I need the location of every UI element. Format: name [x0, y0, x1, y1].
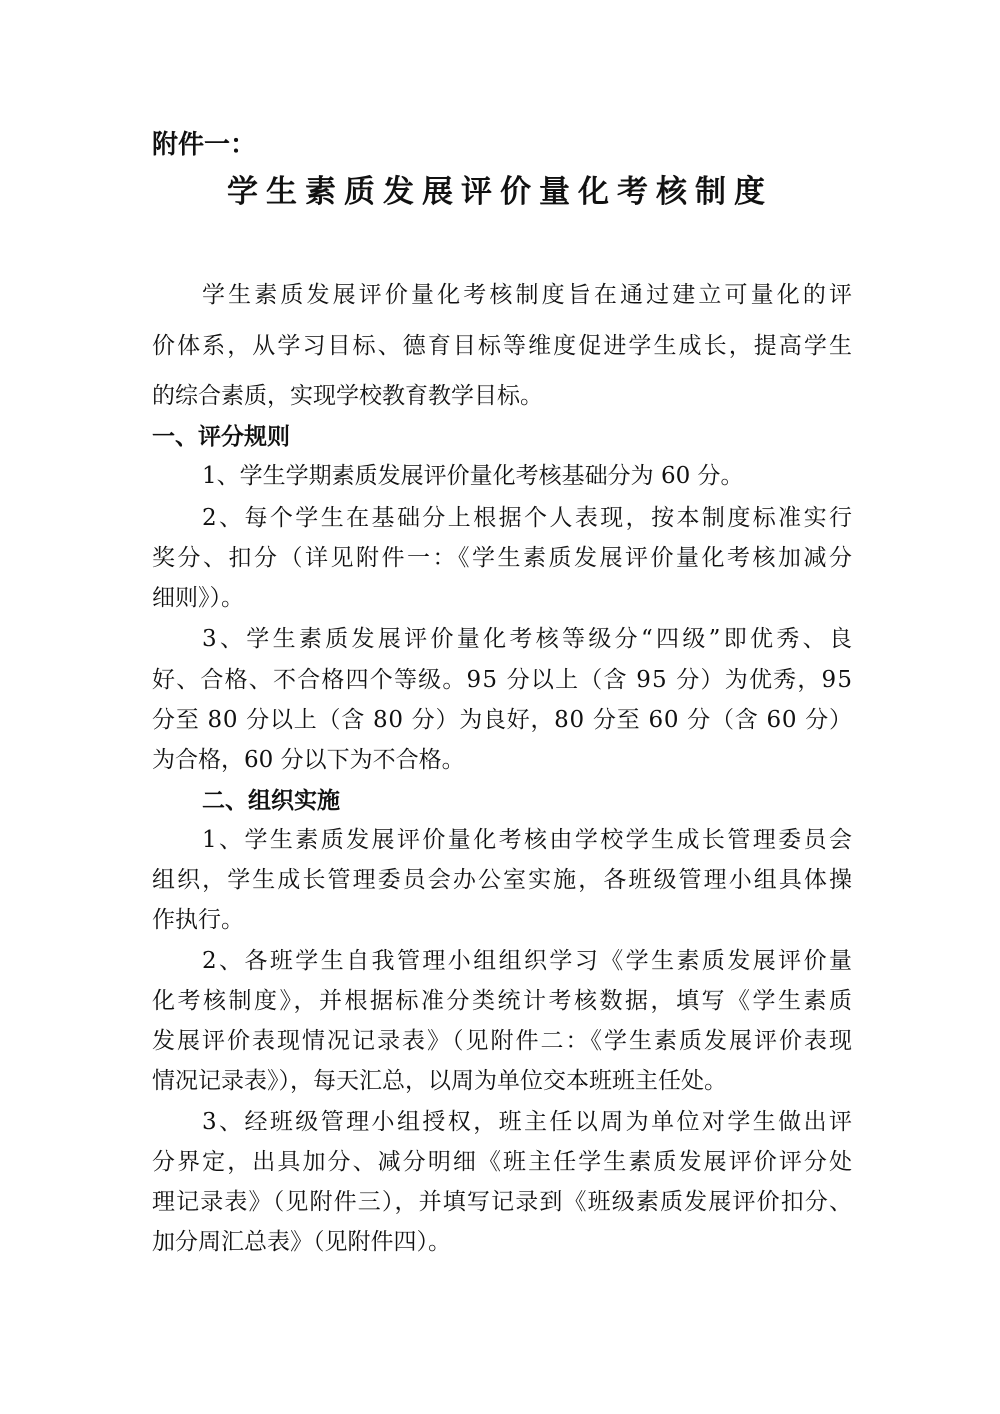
paragraph-line: 细则》）。: [152, 585, 244, 611]
section-heading: 一、评分规则: [152, 424, 290, 450]
paragraph-line: 2、各班学生自我管理小组组织学习《学生素质发展评价量: [202, 948, 855, 974]
paragraph-line: 的综合素质，实现学校教育教学目标。: [152, 383, 543, 409]
paragraph-line: 2、每个学生在基础分上根据个人表现，按本制度标准实行: [202, 505, 855, 531]
paragraph-line: 为合格，60 分以下为不合格。: [152, 747, 465, 773]
paragraph-line: 化考核制度》，并根据标准分类统计考核数据，填写《学生素质: [152, 988, 855, 1014]
paragraph-line: 1、学生学期素质发展评价量化考核基础分为 60 分。: [202, 463, 744, 489]
paragraph-line: 学生素质发展评价量化考核制度旨在通过建立可量化的评: [202, 282, 856, 308]
paragraph-line: 加分周汇总表》（见附件四）。: [152, 1229, 451, 1255]
paragraph-line: 发展评价表现情况记录表》（见附件二：《学生素质发展评价表现: [152, 1028, 854, 1054]
paragraph-line: 作执行。: [152, 907, 244, 933]
paragraph-line: 分至 80 分以上（含 80 分）为良好，80 分至 60 分（含 60 分）: [152, 707, 853, 733]
paragraph-line: 奖分、扣分（详见附件一：《学生素质发展评价量化考核加减分: [152, 545, 855, 571]
document-title: 学生素质发展评价量化考核制度: [227, 174, 773, 210]
section-heading: 二、组织实施: [202, 788, 340, 814]
paragraph-line: 好、合格、不合格四个等级。95 分以上（含 95 分）为优秀，95: [152, 667, 854, 693]
paragraph-line: 理记录表》（见附件三），并填写记录到《班级素质发展评价扣分、: [152, 1189, 854, 1215]
paragraph-line: 分界定，出具加分、减分明细《班主任学生素质发展评价评分处: [152, 1149, 855, 1175]
paragraph-line: 3、经班级管理小组授权，班主任以周为单位对学生做出评: [202, 1109, 855, 1135]
paragraph-line: 情况记录表》），每天汇总，以周为单位交本班班主任处。: [152, 1068, 727, 1094]
paragraph-line: 价体系，从学习目标、德育目标等维度促进学生成长，提高学生: [152, 333, 855, 359]
paragraph-line: 3、学生素质发展评价量化考核等级分“四级”即优秀、良: [202, 626, 856, 652]
attachment-label: 附件一：: [152, 130, 257, 160]
paragraph-line: 组织，学生成长管理委员会办公室实施，各班级管理小组具体操: [152, 867, 855, 893]
paragraph-line: 1、学生素质发展评价量化考核由学校学生成长管理委员会: [202, 827, 855, 853]
